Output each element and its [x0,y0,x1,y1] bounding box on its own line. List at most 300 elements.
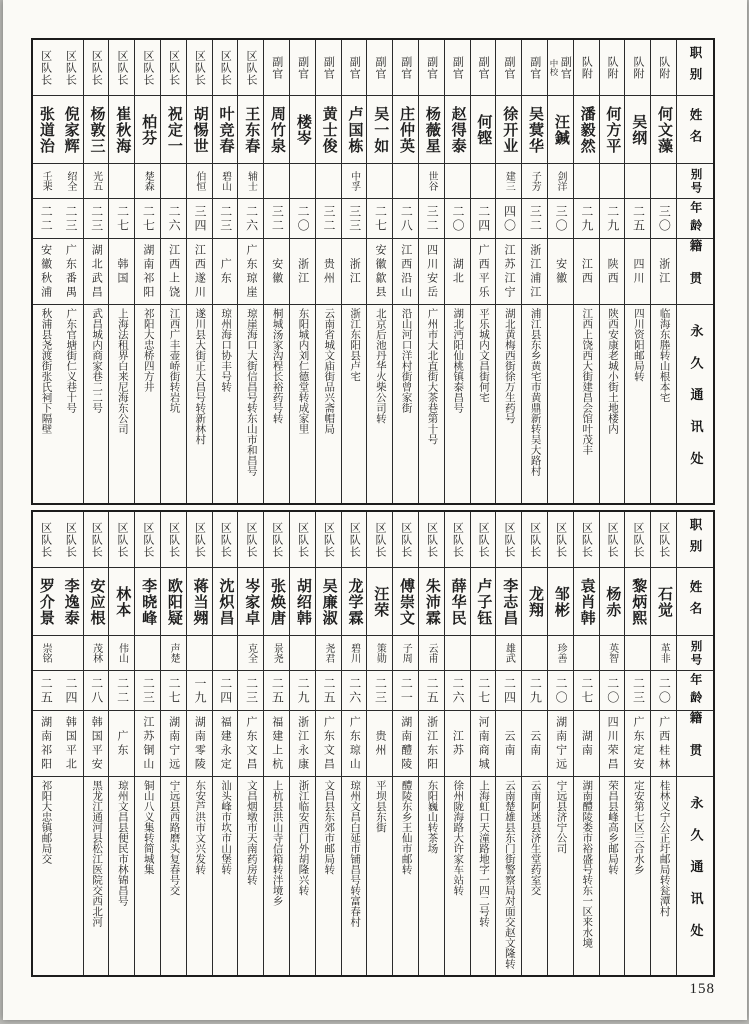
origin-cell [161,239,186,305]
person-column [238,40,264,503]
person-age: 二九 [579,204,594,233]
person-address: 四川资阳邮局转 [632,308,644,382]
origin-cell [445,239,470,305]
person-name: 崔秋海 [114,105,131,154]
person-origin: 浙江 [348,257,361,286]
position-text: 副官 [559,55,572,80]
address-cell [522,777,547,975]
person-origin: 四川荣昌 [606,715,619,772]
person-origin: 福建永定 [219,715,232,772]
person-alias: 碧山 [219,171,231,191]
position-cell [367,40,392,96]
person-address: 北京后池丹华火柴公司转 [374,308,386,424]
name-cell [625,96,650,164]
position-text: 区队长 [90,521,103,558]
position-text: 区队长 [502,521,515,558]
origin-cell [522,239,547,305]
age-cell [161,199,186,239]
position-cell [419,512,444,568]
name-cell [264,96,289,164]
row-label-text: 职别 [688,46,702,89]
person-origin: 河南商城 [477,715,490,772]
person-address: 浙江临安西门外胡隆兴转 [297,780,309,896]
person-age: 三二 [425,204,440,233]
position-cell [316,40,341,96]
person-age: 二八 [89,676,104,705]
name-cell [238,96,263,164]
person-address: 云南楚雄县东门街警察局对面交赵文隆转 [503,780,515,969]
person-name: 何方平 [604,105,621,154]
alias-cell [135,164,160,199]
position-text: 区队长 [554,521,567,558]
position-cell [496,40,521,96]
person-column [109,40,135,503]
person-name: 卢国栋 [346,105,363,154]
position-cell [135,40,160,96]
position-text: 副官 [373,55,386,80]
origin-cell [393,239,418,305]
name-cell [419,568,444,636]
person-column [316,512,342,975]
name-cell [496,96,521,164]
position-text: 队附 [580,55,593,80]
position-text: 区队长 [270,521,283,558]
position-cell [187,40,212,96]
position-text: 区队长 [245,521,257,558]
position-cell [574,512,599,568]
origin-cell [600,711,625,777]
person-address: 上杭县洪山寺信箱转泮境乡 [271,780,283,906]
person-alias: 云甫 [426,643,438,663]
person-origin: 湖南零陵 [193,715,206,772]
address-cell [264,777,289,975]
alias-cell [58,636,83,671]
row-label-alias [677,636,713,671]
origin-cell [135,711,160,777]
person-age: 三〇 [657,204,672,233]
name-cell [496,568,521,636]
person-address: 湖北沔阳仙桃镇泰昌号 [452,308,464,413]
position-text: 区队长 [296,521,309,558]
address-cell [264,305,289,503]
person-age: 二五 [270,676,285,705]
person-age: 二〇 [450,204,465,233]
person-age: 一九 [192,676,207,705]
person-origin: 广西桂林 [657,715,670,772]
name-cell [290,568,315,636]
age-cell [135,671,160,711]
person-age: 四〇 [502,204,517,233]
person-name: 石觉 [656,585,672,618]
position-cell [213,40,238,96]
person-origin: 湖北 [451,257,464,286]
position-cell [264,40,289,96]
alias-cell [471,164,496,199]
person-name: 庄仲英 [398,105,415,154]
person-age: 二四 [502,676,517,705]
person-address: 文昌烟墩市天南药房转 [245,780,257,885]
person-column [84,40,110,503]
name-cell [548,568,573,636]
age-cell [625,671,650,711]
person-name: 龙学霖 [346,577,363,626]
address-cell [471,305,496,503]
name-cell [600,568,625,636]
position-text: 区队长 [39,521,52,558]
roster-table-top [31,38,715,505]
position-text: 区队长 [116,521,129,558]
origin-cell [600,239,625,305]
person-address: 遂川县大街正大昌号转新林村 [194,308,206,445]
position-text: 区队长 [219,49,232,86]
person-origin: 湖南祁阳 [39,715,52,772]
age-cell [33,671,58,711]
age-cell [419,199,444,239]
person-age: 二二 [115,676,130,705]
row-label-text: 永久通讯处 [688,324,704,484]
position-cell [290,512,315,568]
age-cell [625,199,650,239]
position-text: 区队长 [528,521,541,558]
address-cell [58,305,83,503]
person-name: 何文藻 [656,105,672,154]
person-column [290,512,316,975]
person-age: 二七 [115,204,130,233]
person-age: 二九 [296,676,311,705]
address-cell [135,305,160,503]
address-cell [651,305,676,503]
origin-cell [445,711,470,777]
position-text: 队附 [606,55,619,80]
person-age: 二三 [244,676,259,705]
alias-cell [393,164,418,199]
address-cell [58,777,83,975]
address-cell [316,305,341,503]
address-cell [496,305,521,503]
origin-cell [419,239,444,305]
person-origin: 福建上杭 [270,715,283,772]
name-cell [264,568,289,636]
alias-cell [161,164,186,199]
alias-cell [342,164,367,199]
address-cell [419,777,444,975]
origin-cell [496,711,521,777]
row-label-column [677,512,713,975]
person-alias: 英智 [606,643,618,663]
name-cell [84,568,109,636]
person-age: 二九 [605,204,620,233]
position-text: 区队长 [657,521,670,558]
person-name: 吴蓂华 [527,105,544,154]
position-text: 副官 [270,55,283,80]
person-origin: 安徽 [554,257,567,286]
person-name: 黄士俊 [320,105,337,154]
person-alias: 壬棐 [40,171,52,191]
person-address: 沿山河口洋村街曾家街 [400,308,412,413]
name-cell [522,96,547,164]
origin-cell [522,711,547,777]
position-cell [58,40,83,96]
person-column [238,512,264,975]
person-column [651,512,677,975]
person-origin: 安徽歙县 [373,243,386,300]
person-name: 欧阳疑 [165,577,182,626]
position-cell [135,512,160,568]
person-column [342,512,368,975]
position-cell [651,40,676,96]
person-column [522,40,548,503]
row-label-alias [677,164,713,199]
position-text: 区队长 [631,521,644,558]
position-cell [290,40,315,96]
address-cell [574,305,599,503]
name-cell [651,568,676,636]
alias-cell [522,164,547,199]
address-cell [290,777,315,975]
position-cell [548,512,573,568]
position-cell [393,512,418,568]
person-origin: 湖南宁远 [167,715,180,772]
age-cell [651,199,676,239]
origin-cell [367,239,392,305]
person-address: 平坝县东街 [374,780,386,833]
origin-cell [651,239,676,305]
person-address: 黑龙江通河县松江医院交西北河 [91,780,103,927]
person-origin: 陕西 [606,257,619,286]
person-column [213,40,239,503]
document-page [3,0,747,1020]
person-age: 二四 [476,204,491,233]
person-origin: 浙江永康 [296,715,309,772]
person-name: 叶竞春 [217,105,234,154]
origin-cell [367,711,392,777]
name-cell [109,568,134,636]
person-name: 杨薇星 [423,105,440,154]
alias-cell [58,164,83,199]
person-column [651,40,677,503]
person-name: 吴纲 [630,113,647,146]
age-cell [471,671,496,711]
age-cell [445,199,470,239]
origin-cell [33,239,58,305]
person-address: 东阳巍山转茶场 [426,780,438,854]
row-label-address [677,777,713,975]
age-cell [471,199,496,239]
origin-cell [625,711,650,777]
position-text: 区队长 [219,521,232,558]
person-age: 二四 [63,676,78,705]
origin-cell [393,711,418,777]
person-alias: 绍全 [64,171,76,191]
origin-cell [187,711,212,777]
age-cell [548,199,573,239]
origin-cell [238,239,263,305]
person-age: 二三 [63,204,78,233]
address-cell [342,777,367,975]
alias-cell [548,636,573,671]
person-name: 倪家辉 [62,105,79,154]
position-text: 区队长 [193,49,206,86]
roster-table-bottom [31,510,715,977]
person-column [445,512,471,975]
alias-cell [419,636,444,671]
name-cell [651,96,676,164]
person-age: 二〇 [657,676,672,705]
person-alias: 子芳 [529,171,541,191]
person-column [445,40,471,503]
person-column [58,512,84,975]
name-cell [445,568,470,636]
name-cell [187,96,212,164]
person-name: 罗介景 [37,577,54,626]
person-age: 三二 [270,204,285,233]
person-column [264,40,290,503]
person-age: 二三 [631,676,646,705]
name-cell [522,568,547,636]
name-cell [135,568,160,636]
row-label-text: 籍贯 [688,711,702,776]
person-origin: 江苏 [451,729,464,758]
alias-cell [316,636,341,671]
name-cell [471,568,496,636]
address-cell [445,305,470,503]
person-address: 浦江县东乡黄宅市黄鼎新转吴大路村 [529,308,541,476]
person-column [342,40,368,503]
person-origin: 江西遂川 [193,243,206,300]
position-cell [187,512,212,568]
person-column [625,512,651,975]
person-name: 龙翔 [527,585,544,618]
address-cell [625,777,650,975]
person-origin: 贵州 [373,729,386,758]
alias-cell [651,164,676,199]
position-rank-note: 中校 [549,59,559,76]
alias-cell [625,636,650,671]
position-text: 区队长 [90,49,103,86]
name-cell [393,96,418,164]
age-cell [496,671,521,711]
person-column [109,512,135,975]
person-address: 醴陵东乡王仙市邮转 [400,780,412,875]
age-cell [58,671,83,711]
age-cell [213,199,238,239]
person-age: 二〇 [554,676,569,705]
person-origin: 浙江东阳 [425,715,438,772]
roster-tables [31,38,715,982]
position-cell [238,40,263,96]
position-cell [342,512,367,568]
position-cell [651,512,676,568]
person-address: 祁阳大忠桥四方井 [142,308,154,392]
address-cell [187,305,212,503]
person-address: 上海法租界白来尼海东公司 [116,308,128,434]
origin-cell [264,711,289,777]
person-column [600,512,626,975]
age-cell [213,671,238,711]
row-label-origin [677,711,713,777]
person-address: 广州市大北直街大茶巷第十号 [426,308,438,445]
person-origin: 云南 [502,729,515,758]
person-address: 云南阿迷县济生堂药室交 [529,780,541,896]
person-column [58,40,84,503]
person-name: 李晓峰 [140,577,157,626]
address-cell [393,305,418,503]
person-name: 赵得泰 [449,105,466,154]
age-cell [367,199,392,239]
person-address: 荣昌县峰高乡邮局转 [607,780,619,875]
person-alias: 克全 [245,643,257,663]
origin-cell [84,711,109,777]
origin-cell [33,711,58,777]
age-cell [393,199,418,239]
position-cell [213,512,238,568]
name-cell [342,568,367,636]
person-name: 杨敦三 [88,105,105,154]
person-address: 临海东塍转山根本宅 [658,308,670,403]
person-name: 胡绍韩 [294,577,311,626]
person-age: 二四 [218,676,233,705]
origin-cell [419,711,444,777]
origin-cell [109,239,134,305]
age-cell [264,671,289,711]
person-address: 琼州海口协丰号转 [220,308,232,392]
person-origin: 江西 [580,257,593,286]
alias-cell [316,164,341,199]
person-origin: 浙江 [296,257,309,286]
person-origin: 四川 [631,257,644,286]
person-address: 江西上饶西大街建昌会馆叶茂丰 [581,308,593,455]
alias-cell [290,636,315,671]
person-column [135,40,161,503]
age-cell [238,199,263,239]
person-name: 徐开业 [501,105,518,154]
origin-cell [548,239,573,305]
address-cell [84,777,109,975]
age-cell [58,199,83,239]
address-cell [548,777,573,975]
name-cell [109,96,134,164]
person-origin: 四川安岳 [425,243,438,300]
alias-cell [419,164,444,199]
person-column [471,512,497,975]
person-column [471,40,497,503]
row-label-text: 别号 [689,167,702,195]
position-cell [522,512,547,568]
person-alias: 茂林 [90,643,102,663]
person-origin: 湖南 [580,729,593,758]
age-cell [109,199,134,239]
position-cell [522,40,547,96]
person-age: 二三 [218,204,233,233]
position-cell [393,40,418,96]
position-cell [625,512,650,568]
age-cell [84,199,109,239]
origin-cell [574,711,599,777]
person-column [367,40,393,503]
address-cell [548,305,573,503]
alias-cell [574,636,599,671]
alias-cell [600,636,625,671]
person-name: 傅崇文 [398,577,415,626]
age-cell [33,199,58,239]
person-origin: 安徽秋浦 [39,243,52,300]
person-age: 三〇 [554,204,569,233]
person-origin: 湖北武昌 [90,243,103,300]
person-column [574,40,600,503]
position-text: 区队长 [373,521,386,558]
person-age: 二三 [373,676,388,705]
person-age: 三二 [321,204,336,233]
